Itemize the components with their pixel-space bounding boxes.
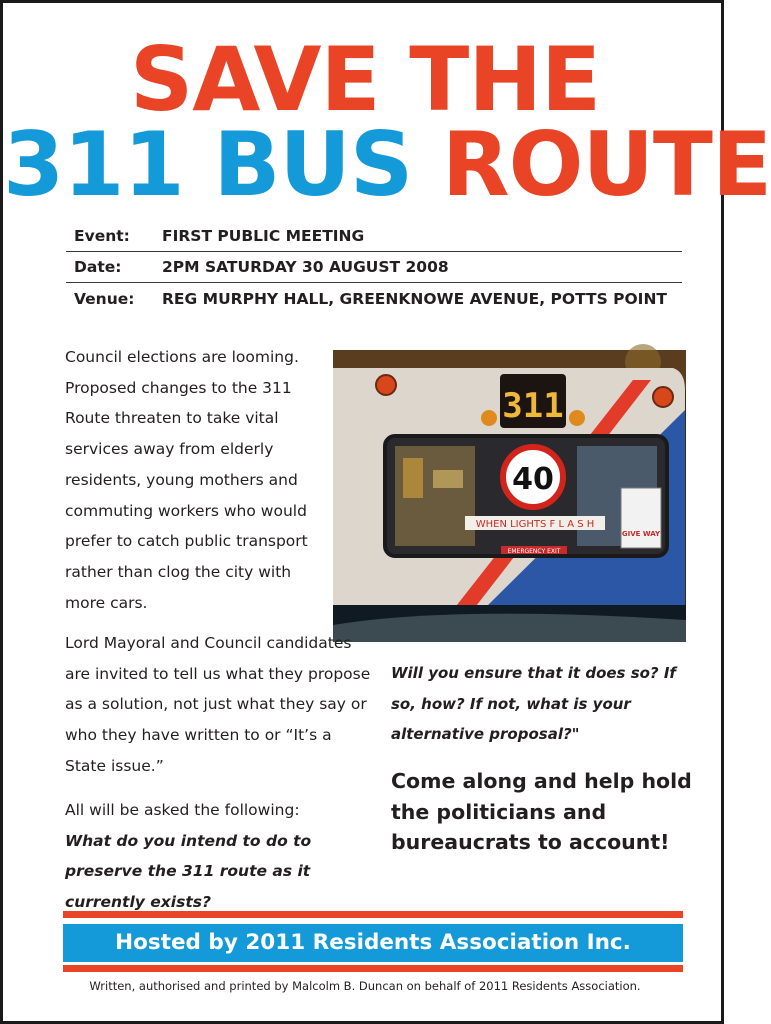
give-way-text: GIVE WAY — [621, 530, 661, 538]
headline-line-1 — [3, 28, 727, 131]
speed-sign-caption: WHEN LIGHTS F L A S H — [475, 519, 595, 530]
event-value: FIRST PUBLIC MEETING — [162, 227, 365, 245]
top-red-rule — [63, 911, 683, 918]
candidates-paragraph: Lord Mayoral and Council candidates are invited to tell us what they propose as a solution, not just what they say or who they have written to or “It’s a State issue.” — [65, 634, 371, 775]
venue-value: REG MURPHY HALL, GREENKNOWE AVENUE, POTTS POINT — [162, 289, 667, 308]
date-value: 2PM SATURDAY 30 AUGUST 2008 — [162, 258, 449, 276]
bottom-red-rule — [63, 965, 683, 972]
headline-311-bus: 311 BUS — [3, 113, 413, 216]
bus-photo — [333, 350, 686, 642]
venue-label: Venue: — [74, 289, 135, 308]
speed-limit-text: 40 — [512, 462, 554, 497]
authorisation-footer: Written, authorised and printed by Malcolm B. Duncan on behalf of 2011 Residents Association. — [89, 979, 641, 993]
emergency-exit-text: EMERGENCY EXIT — [507, 548, 561, 555]
route-sign-text: 311 — [502, 386, 564, 426]
event-label: Event: — [74, 227, 130, 245]
headline-save-the: SAVE THE — [129, 28, 601, 131]
venue-row — [66, 283, 682, 314]
question-block — [65, 795, 385, 918]
headline-line-2 — [3, 113, 771, 216]
headline-route: ROUTE — [441, 113, 771, 216]
event-row — [66, 221, 682, 252]
question-continued: Will you ensure that it does so? If so, how? If not, what is your alternative proposal?" — [391, 664, 676, 744]
event-details-table — [66, 221, 682, 314]
host-banner: Hosted by 2011 Residents Association Inc. — [63, 924, 683, 962]
question-text: What do you intend to do to preserve the 311 route as it currently exists? — [65, 831, 312, 912]
question-intro: All will be asked the following: — [65, 801, 300, 819]
date-label: Date: — [74, 258, 122, 276]
bus-illustration — [333, 350, 686, 642]
date-row — [66, 252, 682, 283]
call-to-action: Come along and help hold the politicians and bureaucrats to account! — [391, 769, 692, 854]
intro-paragraph: Council elections are looming. Proposed changes to the 311 Route threaten to take vital services away from elderly residents, young mothers and commuting workers who would prefer to catch public transport rather than clog the city with more cars. — [65, 348, 308, 612]
